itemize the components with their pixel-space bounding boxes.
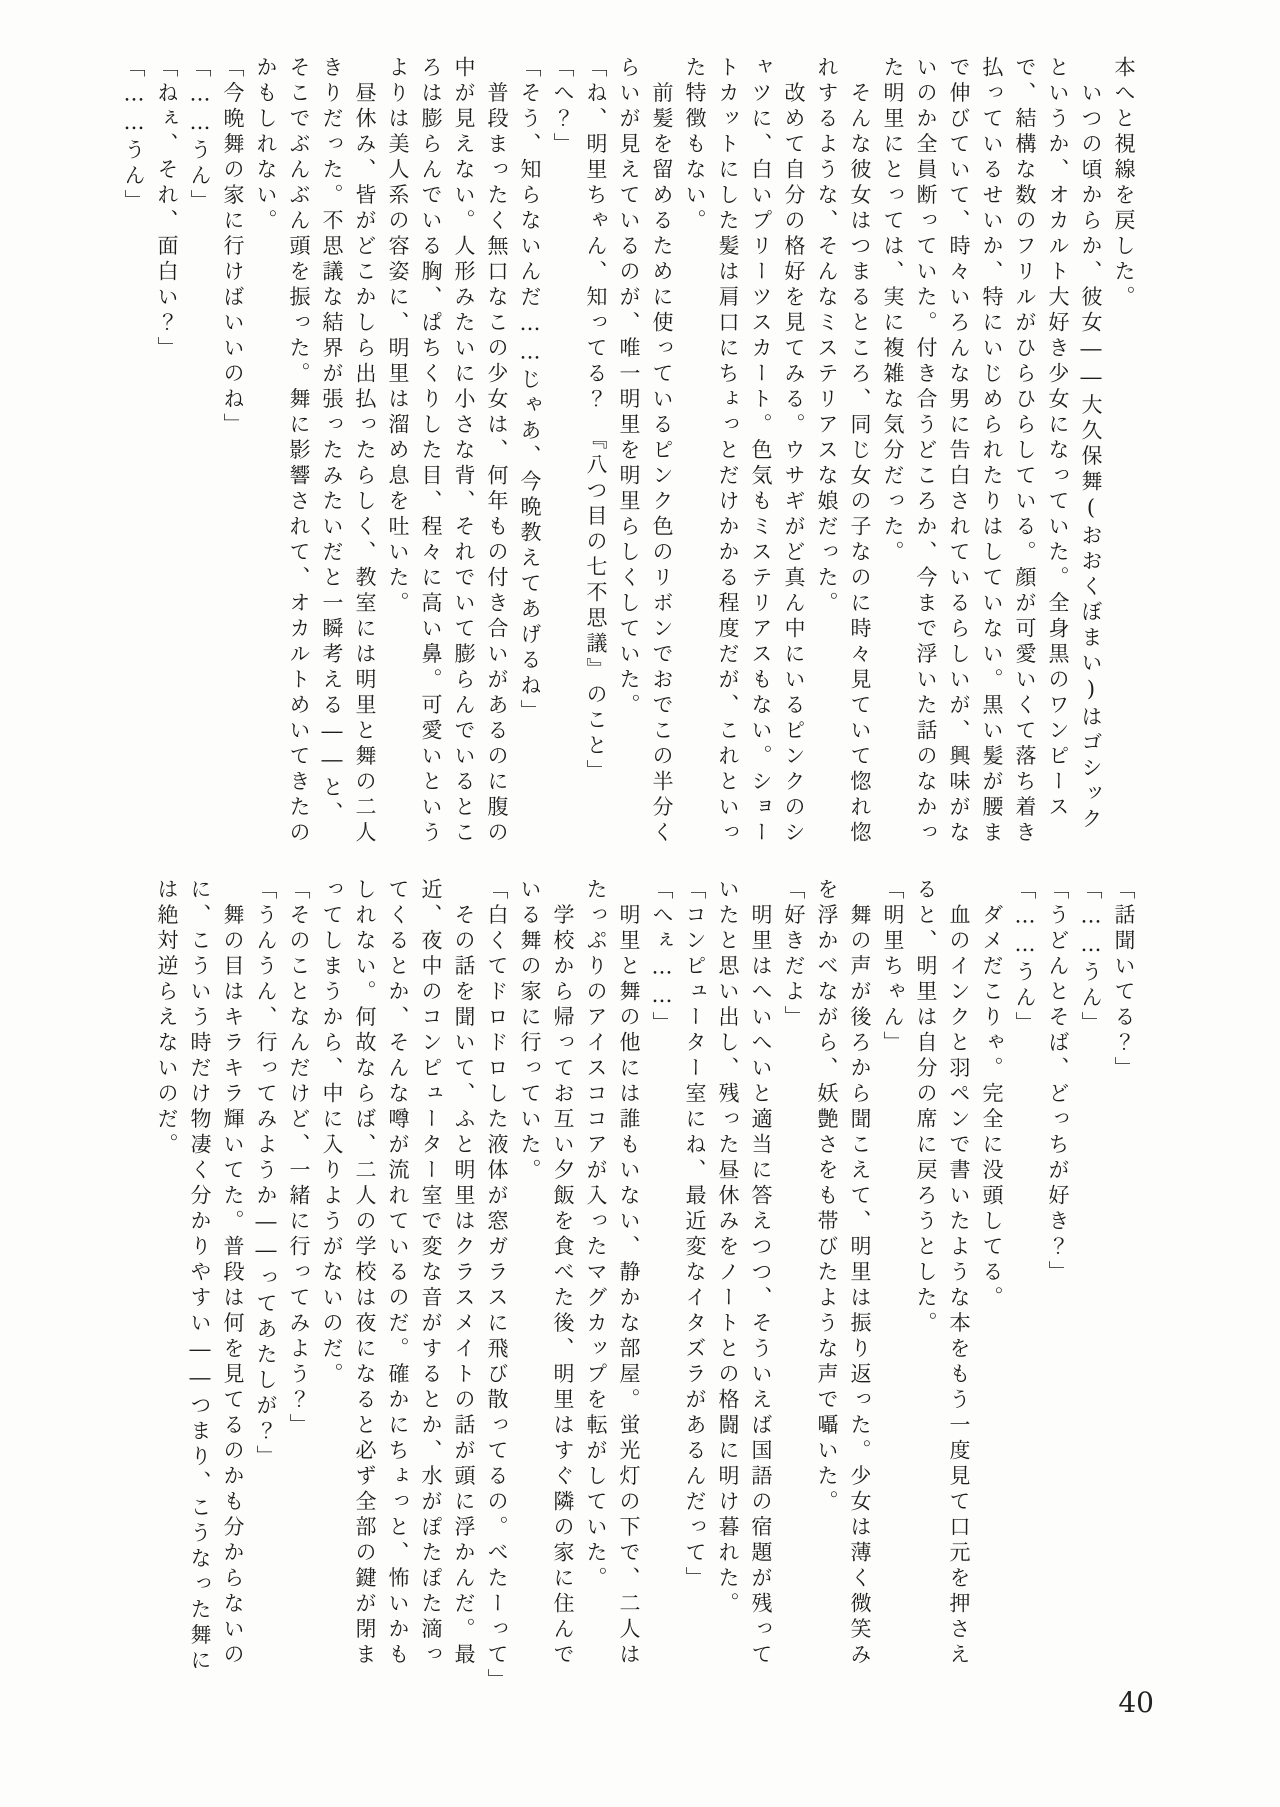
paragraph: ダメだこりゃ。完全に没頭してる。 bbox=[980, 878, 1004, 1312]
paragraph: 「話聞いてる？」 bbox=[1112, 878, 1136, 1082]
paragraph: 「ねぇ、それ、面白い？」 bbox=[155, 56, 179, 362]
paragraph: 前髪を留めるために使っているピンク色のリボンでおでこの半分くらいが見えているのが、唯一明里を明里らしくしていた。 bbox=[617, 56, 674, 847]
paragraph: 「コンピューター室にね、最近変なイタズラがあるんだって」 bbox=[683, 878, 707, 1592]
paragraph: 明里と舞の他には誰もいない、静かな部屋。蛍光灯の下で、二人はたっぷりのアイスココアが入ったマグカップを転がしていた。 bbox=[584, 878, 641, 1669]
paragraph: 「……うん」 bbox=[188, 56, 212, 215]
text-block-top bbox=[110, 56, 1140, 848]
text-block-bottom bbox=[110, 878, 1140, 1692]
paragraph: 「……うん」 bbox=[122, 56, 146, 215]
page-number: 40 bbox=[1118, 1686, 1154, 1719]
paragraph: 「今晩舞の家に行けばいいのね」 bbox=[221, 56, 245, 439]
paragraph: 普段まったく無口なこの少女は、何年もの付き合いがあるのに腹の中が見えない。人形みたいに小さな背、それでいて膨らんでいるところは膨らんでいる胸、ぱちくりした目、程々に高い鼻。可愛いというよりは美人系の容姿に、明里は溜め息を吐いた。 bbox=[386, 56, 509, 847]
paragraph: 改めて自分の格好を見てみる。ウサギがど真ん中にいるピンクのシャツに、白いプリーツスカート。色気もミステリアスもない。ショートカットにした髪は肩口にちょっとだけかかる程度だが、これといった特徴もない。 bbox=[683, 56, 806, 847]
paragraph: 本へと視線を戻した。 bbox=[1112, 56, 1136, 311]
paragraph: 舞の目はキラキラ輝いてた。普段は何を見てるのかも分からないのに、こういう時だけ物凄く分かりやすい――つまり、こうなった舞には絶対逆らえないのだ。 bbox=[155, 878, 245, 1675]
paragraph: 学校から帰ってお互い夕飯を食べた後、明里はすぐ隣の家に住んでいる舞の家に行っていた。 bbox=[518, 878, 575, 1669]
paragraph: その話を聞いて、ふと明里はクラスメイトの話が頭に浮かんだ。最近、夜中のコンピューター室で変な音がするとか、水がぽたぽた滴ってくるとか、そんな噂が流れているのだ。確かにちょっと、怖いかもしれない。何故ならば、二人の学校は夜になると必ず全部の鍵が閉まってしまうから、中に入りようがないのだ。 bbox=[320, 878, 476, 1669]
paragraph: 血のインクと羽ペンで書いたような本をもう一度見て口元を押さえると、明里は自分の席に戻ろうとした。 bbox=[914, 878, 971, 1669]
paragraph: 舞の声が後ろから聞こえて、明里は振り返った。少女は薄く微笑みを浮かべながら、妖艶さをも帯びたような声で囁いた。 bbox=[815, 878, 872, 1669]
paragraph: 「好きだよ」 bbox=[782, 878, 806, 1031]
paragraph: 「うどんとそば、どっちが好き？」 bbox=[1046, 878, 1070, 1286]
paragraph: いつの頃からか、彼女――大久保舞(おおくぼまい)はゴシックというか、オカルト大好き少女になっていた。全身黒のワンピースで、結構な数のフリルがひらひらしている。顔が可愛いくて落ち着き払っているせいか、特にいじめられたりはしていない。黒い髪が腰まで伸びていて、時々いろんな男に告白されているらしいが、興味がないのか全員断っていた。付き合うどころか、今まで浮いた話のなかった明里にとっては、実に複雑な気分だった。 bbox=[881, 56, 1103, 847]
paragraph: 「そのことなんだけど、一緒に行ってみよう？」 bbox=[287, 878, 311, 1439]
paragraph: そんな彼女はつまるところ、同じ女の子なのに時々見ていて惚れ惚れするような、そんなミステリアスな娘だった。 bbox=[815, 56, 872, 847]
paragraph: 「へ？」 bbox=[551, 56, 575, 158]
paragraph: 「へぇ……」 bbox=[650, 878, 674, 1037]
paragraph: 昼休み、皆がどこかしら出払ったらしく、教室には明里と舞の二人きりだった。不思議な結界が張ったみたいだと一瞬考える――と、そこでぶんぶん頭を振った。舞に影響されて、オカルトめいてきたのかもしれない。 bbox=[254, 56, 377, 847]
paragraph: 明里はへいへいと適当に答えつつ、そういえば国語の宿題が残っていたと思い出し、残った昼休みをノートとの格闘に明け暮れた。 bbox=[716, 878, 773, 1669]
paragraph: 「……うん」 bbox=[1079, 878, 1103, 1037]
paragraph: 「そう、知らないんだ……じゃあ、今晩教えてあげるね」 bbox=[518, 56, 542, 725]
paragraph: 「白くてドロドロした液体が窓ガラスに飛び散ってるの。べたーって」 bbox=[485, 878, 509, 1694]
paragraph: 「明里ちゃん」 bbox=[881, 878, 905, 1057]
paragraph: 「ね、明里ちゃん、知ってる？ 『八つ目の七不思議』のこと」 bbox=[584, 56, 608, 785]
paragraph: 「……うん」 bbox=[1013, 878, 1037, 1037]
paragraph: 「うんうん、行ってみようか――ってあたしが？」 bbox=[254, 878, 278, 1471]
